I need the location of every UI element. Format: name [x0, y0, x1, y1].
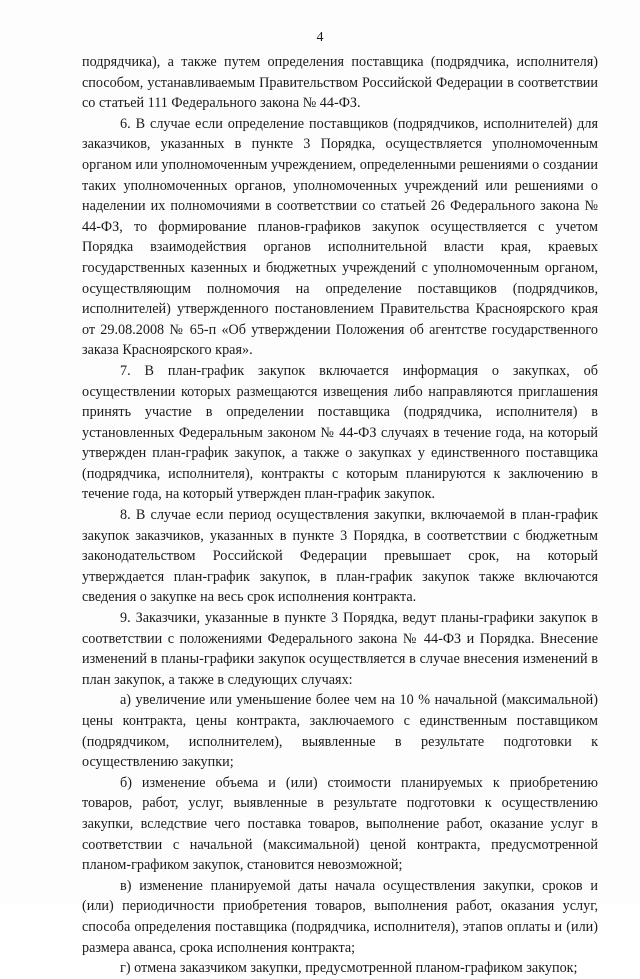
paragraph-continuation: подрядчика), а также путем определения поставщика (подрядчика, исполнителя) способом, устанавливаемым Правительством Российской Федерации в соответствии со статьей 111 Федерального закона № 44-ФЗ. — [82, 54, 598, 112]
subparagraph-v: в) изменение планируемой даты начала осуществления закупки, сроков и (или) периодичности приобретения товаров, выполнения работ, оказания услуг, способа определения поставщика (подрядчика, исполнителя), этапов оплаты и (или) размера аванса, срока исполнения контракта; — [82, 877, 598, 956]
paragraph-7: 7. В план-график закупок включается информация о закупках, об осуществлении которых размещаются извещения либо направляются приглашения принять участие в определении поставщика (подрядчика, исполнителя) в установленных Федеральным законом № 44-ФЗ случаях в течение года, на который утвержден план-график закупок, а также о закупках у единственного поставщика (подрядчика, исполнителя), контракты с которым планируются к заключению в течение года, на который утвержден план-график закупок. — [82, 362, 598, 503]
page-number: 4 — [316, 30, 324, 45]
paragraph-6: 6. В случае если определение поставщиков (подрядчиков, исполнителей) для заказчиков, указанных в пункте 3 Порядка, осуществляется уполномоченным органом или уполномоченным учреждением, определенными решениями о создании таких уполномоченных органов, уполномоченных учреждений или решениями о наделении их полномочиями в соответствии со статьей 26 Федерального закона № 44-ФЗ, то формирование планов-графиков закупок осуществляется с учетом Порядка взаимодействия органов исполнительной власти края, краевых государственных казенных и бюджетных учреждений с уполномоченным органом, осуществляющим полномочия на определение поставщиков (подрядчиков, исполнителей) утвержденного постановлением Правительства Красноярского края от 29.08.2008 № 65-п «Об утверждении Положения об агентстве государственного заказа Красноярского края». — [82, 115, 598, 359]
paragraph-8: 8. В случае если период осуществления закупки, включаемой в план-график закупок заказчиков, указанных в пункте 3 Порядка, в соответствии с бюджетным законодательством Российской Федерации превышает срок, на который утверждается план-график закупок, в план-график закупок также включаются сведения о закупке на весь срок исполнения контракта. — [82, 507, 598, 606]
paragraph-9: 9. Заказчики, указанные в пункте 3 Порядка, ведут планы-графики закупок в соответствии с положениями Федерального закона № 44-ФЗ и Порядка. Внесение изменений в планы-графики закупок осуществляется в случае внесения изменений в план закупок, а также в следующих случаях: — [82, 610, 598, 688]
subparagraph-a: а) увеличение или уменьшение более чем на 10 % начальной (максимальной) цены контракта, цены контракта, заключаемого с единственным поставщиком (подрядчиком, исполнителем), выявленные в результате подготовки к осуществлению закупки; — [82, 692, 598, 771]
subparagraph-g: г) отмена заказчиком закупки, предусмотренной планом-графиком закупок; — [120, 960, 578, 977]
subparagraph-b: б) изменение объема и (или) стоимости планируемых к приобретению товаров, работ, услуг, выявленные в результате подготовки к осуществлению закупки, вследствие чего поставка товаров, выполнение работ, оказание услуг в соответствии с начальной (максимальной) ценой контракта, предусмотренной планом-графиком закупок, становится невозможной; — [82, 774, 598, 874]
document-body — [82, 52, 598, 979]
